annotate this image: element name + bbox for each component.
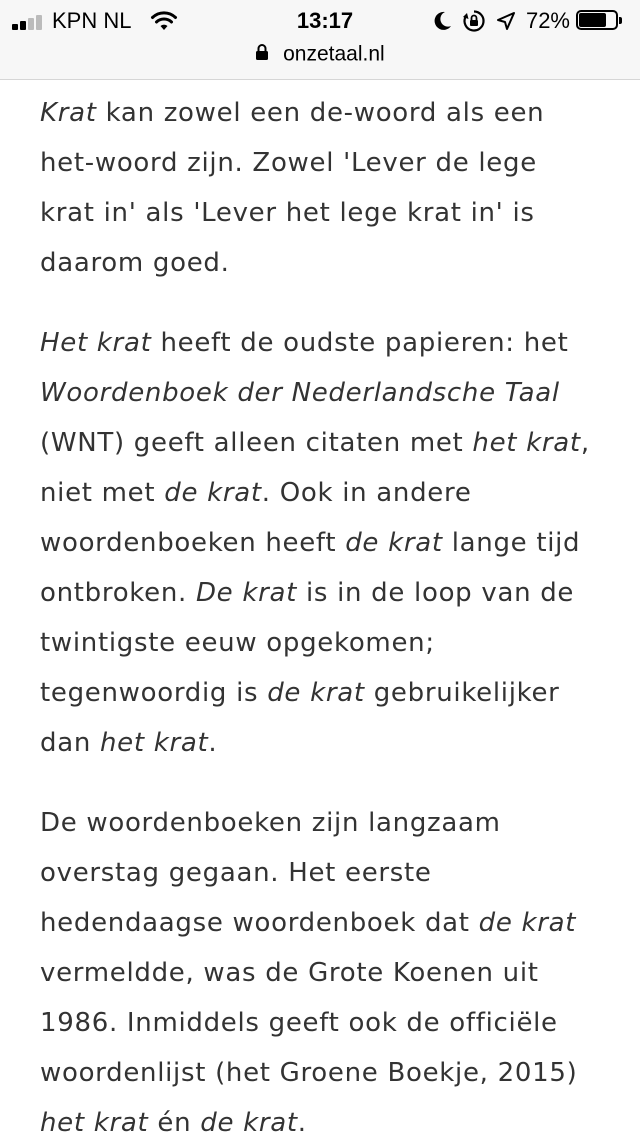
battery-percentage: 72% — [525, 8, 570, 33]
text-span: . Ook in andere woordenboeken heeft — [40, 478, 472, 558]
italic-term: het krat — [472, 428, 581, 458]
italic-title: Woordenboek der Nederlandsche Taal — [40, 378, 560, 408]
italic-term: De krat — [195, 578, 298, 608]
text-span: , niet met — [40, 428, 590, 508]
text-span: heeft de oudste papieren: het — [151, 328, 569, 358]
text-span: én — [148, 1108, 201, 1136]
clock: 13:17 — [296, 8, 354, 33]
article-body — [40, 88, 600, 1136]
carrier-name: KPN NL — [52, 8, 132, 33]
italic-term: de krat — [164, 478, 262, 508]
browser-top-bar — [0, 0, 640, 80]
paragraph-1 — [40, 88, 600, 288]
status-icons — [434, 8, 624, 34]
italic-term: de krat — [200, 1108, 298, 1136]
italic-term: Krat — [40, 98, 97, 128]
italic-term: het krat — [40, 1108, 149, 1136]
text-span: (WNT) geeft alleen citaten met — [40, 428, 473, 458]
battery-icon — [576, 10, 624, 32]
paragraph-2 — [40, 318, 600, 768]
text-span: lange tijd ontbroken. — [40, 528, 581, 608]
paragraph-3 — [40, 798, 600, 1136]
lock-icon — [255, 43, 269, 61]
text-span: kan zowel een de-woord als een het-woord zijn. Zowel 'Lever de lege krat in' als 'Lever het lege krat in' is daarom goed. — [40, 98, 545, 278]
text-span: De woordenboeken zijn langzaam overstag gegaan. Het eerste hedendaagse woordenboek dat — [40, 808, 501, 938]
italic-term: de krat — [267, 678, 365, 708]
text-span: . — [208, 728, 218, 758]
text-span: . — [297, 1108, 307, 1136]
text-span: is in de loop van de twintigste eeuw opgekomen; tegenwoordig is — [40, 578, 575, 708]
italic-term: Het krat — [40, 328, 152, 358]
italic-term: het krat — [99, 728, 209, 758]
status-bar — [0, 0, 640, 40]
orientation-lock-icon — [462, 9, 486, 33]
location-arrow-icon — [496, 11, 516, 31]
text-span: vermeldde, was de Grote Koenen uit 1986. Inmiddels geeft ook de officiële woordenlijst (het Groene Boekje, 2015) — [40, 958, 578, 1088]
address-bar[interactable] — [0, 40, 640, 70]
do-not-disturb-moon-icon — [434, 11, 452, 31]
italic-term: de krat — [345, 528, 443, 558]
url-text: onzetaal.nl — [283, 42, 385, 66]
italic-term: de krat — [478, 908, 577, 938]
text-span: gebruikelijker dan — [40, 678, 560, 758]
